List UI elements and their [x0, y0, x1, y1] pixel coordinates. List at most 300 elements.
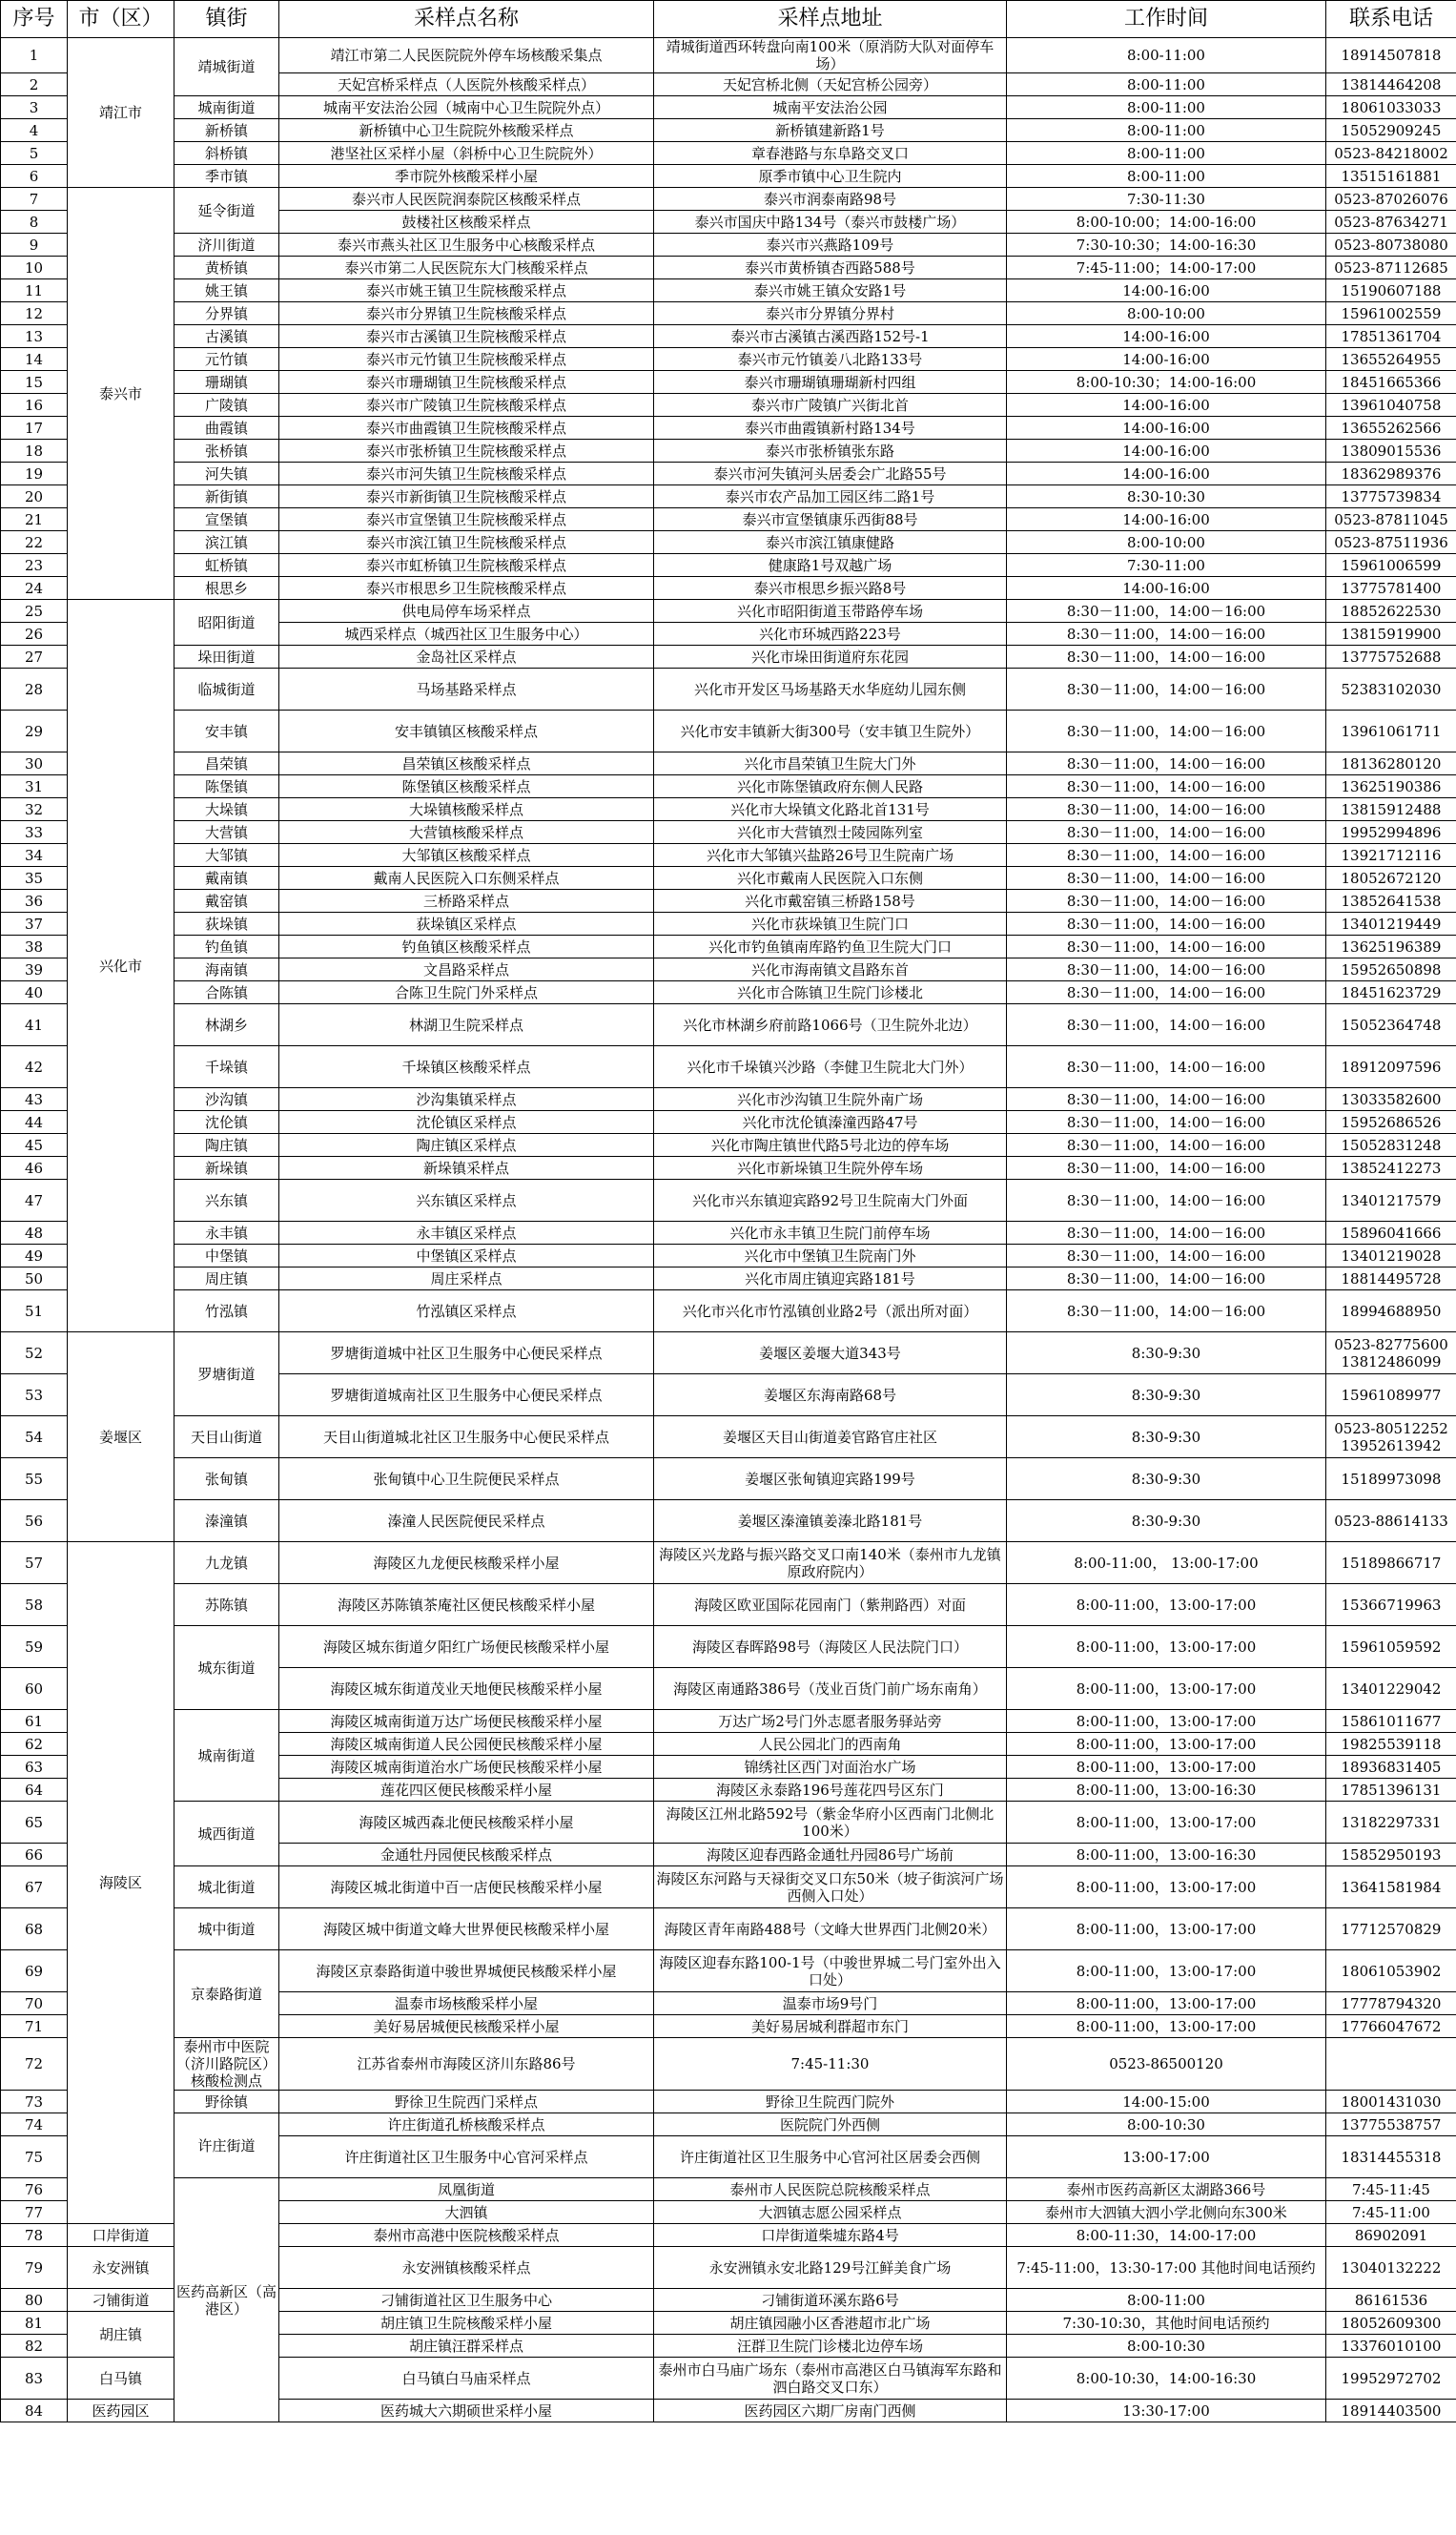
cell-site-address: 汪群卫生院门诊楼北边停车场	[654, 2335, 1007, 2358]
cell-index: 32	[1, 798, 68, 821]
cell-site-name: 美好易居城便民核酸采样小屋	[279, 2015, 654, 2038]
cell-phone: 13625190386	[1326, 775, 1456, 798]
cell-hours: 8:00-11:00，13:00-17:00	[1007, 1908, 1326, 1950]
cell-phone: 18936831405	[1326, 1756, 1456, 1779]
cell-town: 中堡镇	[174, 1245, 279, 1268]
cell-index: 1	[1, 38, 68, 73]
cell-site-address: 泰兴市滨江镇康健路	[654, 531, 1007, 554]
cell-hours: 8:00-11:00，13:00-17:00	[1007, 1866, 1326, 1908]
cell-index: 81	[1, 2312, 68, 2335]
cell-site-address: 城南平安法治公园	[654, 96, 1007, 119]
table-body	[1, 38, 1456, 2422]
cell-town: 黄桥镇	[174, 257, 279, 279]
table-row	[1, 463, 1456, 485]
cell-index: 80	[1, 2289, 68, 2312]
cell-site-name: 金岛社区采样点	[279, 646, 654, 669]
cell-site-address: 兴化市兴化市竹泓镇创业路2号（派出所对面）	[654, 1290, 1007, 1332]
cell-site-name: 泰兴市燕头社区卫生服务中心核酸采样点	[279, 234, 654, 257]
cell-hours: 8:30－11:00，14:00－16:00	[1007, 1111, 1326, 1134]
cell-index: 60	[1, 1668, 68, 1710]
cell-index: 31	[1, 775, 68, 798]
cell-city: 永安洲镇	[68, 2247, 174, 2289]
cell-hours: 8:30-9:30	[1007, 1374, 1326, 1416]
cell-town: 虹桥镇	[174, 554, 279, 577]
cell-index: 40	[1, 981, 68, 1004]
cell-hours: 8:30－11:00，14:00－16:00	[1007, 1290, 1326, 1332]
cell-phone: 19952994896	[1326, 821, 1456, 844]
cell-phone: 7:45-11:00	[1326, 2201, 1456, 2224]
cell-hours: 8:30－11:00，14:00－16:00	[1007, 936, 1326, 958]
table-row	[1, 394, 1456, 417]
cell-phone: 0523-87511936	[1326, 531, 1456, 554]
cell-site-address: 兴化市戴南人民医院入口东侧	[654, 867, 1007, 890]
cell-site-address: 海陵区永泰路196号莲花四号区东门	[654, 1779, 1007, 1802]
cell-index: 22	[1, 531, 68, 554]
cell-site-address: 姜堰区张甸镇迎宾路199号	[654, 1458, 1007, 1500]
cell-site-address: 兴化市大垛镇文化路北首131号	[654, 798, 1007, 821]
cell-phone: 13961040758	[1326, 394, 1456, 417]
cell-site-name: 陶庄镇区采样点	[279, 1134, 654, 1157]
table-row	[1, 1111, 1456, 1134]
cell-site-name: 海陵区京泰路街道中骏世界城便民核酸采样小屋	[279, 1950, 654, 1992]
cell-index: 46	[1, 1157, 68, 1180]
cell-town: 城北街道	[174, 1866, 279, 1908]
cell-town: 新垛镇	[174, 1157, 279, 1180]
cell-phone: 18061053902	[1326, 1950, 1456, 1992]
cell-index: 44	[1, 1111, 68, 1134]
cell-phone: 0523-80512252 13952613942	[1326, 1416, 1456, 1458]
cell-site-address: 野徐卫生院西门院外	[654, 2091, 1007, 2113]
cell-site-address: 胡庄镇园融小区香港超市北广场	[654, 2312, 1007, 2335]
cell-town: 古溪镇	[174, 325, 279, 348]
cell-town: 大垛镇	[174, 798, 279, 821]
cell-index: 52	[1, 1332, 68, 1374]
cell-site-name: 泰兴市虹桥镇卫生院核酸采样点	[279, 554, 654, 577]
cell-site-address: 泰兴市珊瑚镇珊瑚新村四组	[654, 371, 1007, 394]
cell-index: 48	[1, 1222, 68, 1245]
cell-site-name: 海陵区苏陈镇茶庵社区便民核酸采样小屋	[279, 1584, 654, 1626]
cell-city: 口岸街道	[68, 2224, 174, 2247]
col-site-name-header: 采样点名称	[279, 1, 654, 38]
cell-site-name: 胡庄镇汪群采样点	[279, 2335, 654, 2358]
table-row	[1, 936, 1456, 958]
cell-site-address: 兴化市钓鱼镇南库路钓鱼卫生院大门口	[654, 936, 1007, 958]
cell-hours: 8:00-11:00，13:00-17:00	[1007, 1733, 1326, 1756]
cell-index: 49	[1, 1245, 68, 1268]
cell-phone: 0523-88614133	[1326, 1500, 1456, 1542]
cell-town: 季市镇	[174, 165, 279, 188]
cell-site-address: 口岸街道柴墟东路4号	[654, 2224, 1007, 2247]
cell-phone: 17851361704	[1326, 325, 1456, 348]
cell-phone: 13515161881	[1326, 165, 1456, 188]
cell-site-name: 金通牡丹园便民核酸采样点	[279, 1844, 654, 1866]
cell-town: 京泰路街道	[174, 1950, 279, 2038]
cell-index: 34	[1, 844, 68, 867]
cell-site-address: 原季市镇中心卫生院内	[654, 165, 1007, 188]
table-row	[1, 1584, 1456, 1626]
table-row	[1, 1950, 1456, 1992]
cell-phone: 18914403500	[1326, 2400, 1456, 2422]
cell-phone: 13921712116	[1326, 844, 1456, 867]
cell-site-name: 泰兴市珊瑚镇卫生院核酸采样点	[279, 371, 654, 394]
cell-city: 海陵区	[68, 1542, 174, 2224]
cell-hours: 8:30－11:00，14:00－16:00	[1007, 1004, 1326, 1046]
cell-site-address: 兴化市兴东镇迎宾路92号卫生院南大门外面	[654, 1180, 1007, 1222]
cell-site-address: 泰兴市黄桥镇杏西路588号	[654, 257, 1007, 279]
cell-site-address: 兴化市戴窑镇三桥路158号	[654, 890, 1007, 913]
cell-site-name: 竹泓镇区采样点	[279, 1290, 654, 1332]
cell-site-address: 泰兴市宣堡镇康乐西街88号	[654, 508, 1007, 531]
cell-hours: 8:00-11:00，13:00-17:00	[1007, 1802, 1326, 1844]
cell-site-address: 锦绣社区西门对面治水广场	[654, 1756, 1007, 1779]
table-row	[1, 371, 1456, 394]
cell-hours: 8:30－11:00，14:00－16:00	[1007, 1088, 1326, 1111]
cell-index: 16	[1, 394, 68, 417]
cell-site-name: 靖江市第二人民医院院外停车场核酸采集点	[279, 38, 654, 73]
cell-site-name: 沈伦镇区采样点	[279, 1111, 654, 1134]
cell-hours: 7:30-11:00	[1007, 554, 1326, 577]
cell-site-name: 海陵区城南街道人民公园便民核酸采样小屋	[279, 1733, 654, 1756]
cell-index: 73	[1, 2091, 68, 2113]
cell-phone: 13775781400	[1326, 577, 1456, 600]
cell-index: 59	[1, 1626, 68, 1668]
cell-site-address: 海陵区江州北路592号（紫金华府小区西南门北侧北100米）	[654, 1802, 1007, 1844]
cell-site-address: 海陵区兴龙路与振兴路交叉口南140米（泰州市九龙镇原政府院内）	[654, 1542, 1007, 1584]
cell-index: 83	[1, 2358, 68, 2400]
cell-hours: 8:30－11:00，14:00－16:00	[1007, 1046, 1326, 1088]
cell-hours: 8:00-11:30，14:00-17:00	[1007, 2224, 1326, 2247]
cell-index: 78	[1, 2224, 68, 2247]
cell-index: 15	[1, 371, 68, 394]
cell-index: 20	[1, 485, 68, 508]
cell-site-name: 港坚社区采样小屋（斜桥中心卫生院院外）	[279, 142, 654, 165]
cell-hours: 7:45-11:00；14:00-17:00	[1007, 257, 1326, 279]
cell-town: 安丰镇	[174, 711, 279, 752]
cell-site-name: 荻垛镇区采样点	[279, 913, 654, 936]
cell-site-address: 海陵区迎春西路金通牡丹园86号广场前	[654, 1844, 1007, 1866]
table-row	[1, 1180, 1456, 1222]
cell-site-name: 泰兴市分界镇卫生院核酸采样点	[279, 302, 654, 325]
cell-hours: 8:00-10:00；14:00-16:00	[1007, 211, 1326, 234]
table-row	[1, 1004, 1456, 1046]
cell-phone: 18912097596	[1326, 1046, 1456, 1088]
table-row	[1, 867, 1456, 890]
cell-hours: 14:00-16:00	[1007, 348, 1326, 371]
table-row	[1, 188, 1456, 211]
cell-site-address: 大泗镇志愿公园采样点	[654, 2201, 1007, 2224]
cell-town: 姚王镇	[174, 279, 279, 302]
cell-phone: 18362989376	[1326, 463, 1456, 485]
cell-site-address: 海陵区迎春东路100-1号（中骏世界城二号门室外出入口处）	[654, 1950, 1007, 1992]
cell-index: 71	[1, 2015, 68, 2038]
cell-index: 36	[1, 890, 68, 913]
cell-phone: 13182297331	[1326, 1802, 1456, 1844]
cell-city: 兴化市	[68, 600, 174, 1332]
cell-index: 8	[1, 211, 68, 234]
cell-phone: 15189973098	[1326, 1458, 1456, 1500]
cell-site-address: 泰兴市广陵镇广兴街北首	[654, 394, 1007, 417]
cell-site-name: 陈堡镇区核酸采样点	[279, 775, 654, 798]
cell-hours: 8:30－11:00，14:00－16:00	[1007, 646, 1326, 669]
cell-site-address: 兴化市海南镇文昌路东首	[654, 958, 1007, 981]
table-row	[1, 711, 1456, 752]
cell-index: 69	[1, 1950, 68, 1992]
table-row	[1, 142, 1456, 165]
cell-site-name: 泰兴市新街镇卫生院核酸采样点	[279, 485, 654, 508]
table-row	[1, 2038, 1456, 2091]
cell-site-address: 泰兴市国庆中路134号（泰兴市鼓楼广场）	[654, 211, 1007, 234]
cell-site-name: 钓鱼镇区核酸采样点	[279, 936, 654, 958]
cell-hours: 8:00-11:00，13:00-17:00	[1007, 2015, 1326, 2038]
cell-site-address: 新桥镇建新路1号	[654, 119, 1007, 142]
cell-hours: 8:00-10:30；14:00-16:00	[1007, 371, 1326, 394]
cell-site-address: 兴化市大营镇烈士陵园陈列室	[654, 821, 1007, 844]
cell-index: 70	[1, 1992, 68, 2015]
cell-index: 35	[1, 867, 68, 890]
cell-site-name: 马场基路采样点	[279, 669, 654, 711]
cell-index: 24	[1, 577, 68, 600]
cell-phone: 15952686526	[1326, 1111, 1456, 1134]
cell-index: 55	[1, 1458, 68, 1500]
cell-phone: 15852950193	[1326, 1844, 1456, 1866]
cell-index: 57	[1, 1542, 68, 1584]
cell-index: 58	[1, 1584, 68, 1626]
table-row	[1, 417, 1456, 440]
cell-site-name: 大泗镇	[279, 2201, 654, 2224]
cell-phone: 13852412273	[1326, 1157, 1456, 1180]
cell-hours: 8:00-11:00	[1007, 142, 1326, 165]
cell-phone: 15366719963	[1326, 1584, 1456, 1626]
cell-site-address: 海陵区青年南路488号（文峰大世界西门北侧20米）	[654, 1908, 1007, 1950]
cell-phone: 0523-87026076	[1326, 188, 1456, 211]
cell-town: 垛田街道	[174, 646, 279, 669]
cell-town: 兴东镇	[174, 1180, 279, 1222]
cell-hours: 8:30－11:00，14:00－16:00	[1007, 1222, 1326, 1245]
cell-hours: 8:00-10:30	[1007, 2335, 1326, 2358]
cell-site-name: 泰兴市古溪镇卫生院核酸采样点	[279, 325, 654, 348]
cell-hours: 8:00-11:00	[1007, 38, 1326, 73]
cell-site-address: 兴化市环城西路223号	[654, 623, 1007, 646]
cell-phone: 15190607188	[1326, 279, 1456, 302]
cell-site-name: 海陵区城东街道夕阳红广场便民核酸采样小屋	[279, 1626, 654, 1668]
cell-phone: 18451623729	[1326, 981, 1456, 1004]
cell-site-name: 天妃宫桥采样点（人医院外核酸采样点）	[279, 73, 654, 96]
cell-town: 九龙镇	[174, 1542, 279, 1584]
cell-index: 68	[1, 1908, 68, 1950]
cell-town: 野徐镇	[174, 2091, 279, 2113]
cell-site-address: 兴化市安丰镇新大街300号（安丰镇卫生院外）	[654, 711, 1007, 752]
cell-town: 陶庄镇	[174, 1134, 279, 1157]
cell-site-name: 海陵区城东街道茂业天地便民核酸采样小屋	[279, 1668, 654, 1710]
cell-site-address: 泰兴市古溪镇古溪西路152号-1	[654, 325, 1007, 348]
cell-index: 5	[1, 142, 68, 165]
cell-site-address: 兴化市沈伦镇溱潼西路47号	[654, 1111, 1007, 1134]
table-row	[1, 577, 1456, 600]
cell-phone: 13401219449	[1326, 913, 1456, 936]
cell-index: 21	[1, 508, 68, 531]
cell-site-name: 泰兴市人民医院润泰院区核酸采样点	[279, 188, 654, 211]
cell-town: 大营镇	[174, 821, 279, 844]
cell-index: 75	[1, 2136, 68, 2178]
cell-city: 白马镇	[68, 2358, 174, 2400]
cell-town: 张甸镇	[174, 1458, 279, 1500]
cell-city: 刁铺街道	[68, 2289, 174, 2312]
cell-phone: 0523-80738080	[1326, 234, 1456, 257]
cell-hours: 8:30－11:00，14:00－16:00	[1007, 1268, 1326, 1290]
cell-phone: 18001431030	[1326, 2091, 1456, 2113]
cell-hours: 8:00-11:00，13:00-17:00	[1007, 1584, 1326, 1626]
cell-site-name: 三桥路采样点	[279, 890, 654, 913]
cell-site-name: 胡庄镇卫生院核酸采样小屋	[279, 2312, 654, 2335]
cell-phone: 13401229042	[1326, 1668, 1456, 1710]
cell-site-address: 7:45-11:30	[654, 2038, 1007, 2091]
col-city-header: 市（区）	[68, 1, 174, 38]
cell-hours: 泰州市大泗镇大泗小学北侧向东300米	[1007, 2201, 1326, 2224]
cell-index: 54	[1, 1416, 68, 1458]
cell-site-address: 兴化市大邹镇兴盐路26号卫生院南广场	[654, 844, 1007, 867]
cell-index: 74	[1, 2113, 68, 2136]
table-row	[1, 279, 1456, 302]
cell-phone: 18814495728	[1326, 1268, 1456, 1290]
cell-phone: 17766047672	[1326, 2015, 1456, 2038]
cell-hours: 8:30－11:00，14:00－16:00	[1007, 623, 1326, 646]
cell-hours: 14:00-16:00	[1007, 463, 1326, 485]
cell-site-address: 泰兴市根思乡振兴路8号	[654, 577, 1007, 600]
cell-site-address: 永安洲镇永安北路129号江鲜美食广场	[654, 2247, 1007, 2289]
cell-town: 天目山街道	[174, 1416, 279, 1458]
cell-hours: 8:00-11:00， 13:00-17:00	[1007, 1542, 1326, 1584]
table-row	[1, 1332, 1456, 1374]
cell-index: 62	[1, 1733, 68, 1756]
cell-phone: 13961061711	[1326, 711, 1456, 752]
cell-hours: 7:45-11:00，13:30-17:00 其他时间电话预约	[1007, 2247, 1326, 2289]
cell-site-name: 沙沟集镇采样点	[279, 1088, 654, 1111]
cell-site-address: 泰兴市张桥镇张东路	[654, 440, 1007, 463]
cell-hours: 8:30－11:00，14:00－16:00	[1007, 752, 1326, 775]
cell-town: 新桥镇	[174, 119, 279, 142]
cell-town: 城中街道	[174, 1908, 279, 1950]
cell-phone: 15961002559	[1326, 302, 1456, 325]
cell-site-address: 天妃宫桥北侧（天妃宫桥公园旁）	[654, 73, 1007, 96]
cell-site-name: 永安洲镇核酸采样点	[279, 2247, 654, 2289]
cell-town: 戴南镇	[174, 867, 279, 890]
cell-city: 泰兴市	[68, 188, 174, 600]
table-row	[1, 1046, 1456, 1088]
cell-phone: 13809015536	[1326, 440, 1456, 463]
cell-index: 39	[1, 958, 68, 981]
cell-hours: 8:30－11:00，14:00－16:00	[1007, 844, 1326, 867]
cell-site-name: 永丰镇区采样点	[279, 1222, 654, 1245]
cell-index: 29	[1, 711, 68, 752]
cell-town: 曲霞镇	[174, 417, 279, 440]
cell-site-address: 泰兴市元竹镇姜八北路133号	[654, 348, 1007, 371]
table-row	[1, 165, 1456, 188]
cell-hours: 8:30－11:00，14:00－16:00	[1007, 890, 1326, 913]
cell-site-name: 白马镇白马庙采样点	[279, 2358, 654, 2400]
cell-hours: 8:30－11:00，14:00－16:00	[1007, 958, 1326, 981]
cell-phone: 17778794320	[1326, 1992, 1456, 2015]
cell-site-name: 天目山街道城北社区卫生服务中心便民采样点	[279, 1416, 654, 1458]
cell-index: 25	[1, 600, 68, 623]
cell-town: 临城街道	[174, 669, 279, 711]
cell-site-address: 温泰市场9号门	[654, 1992, 1007, 2015]
cell-index: 27	[1, 646, 68, 669]
cell-hours: 8:00-11:00，13:00-17:00	[1007, 1626, 1326, 1668]
cell-index: 23	[1, 554, 68, 577]
cell-site-address: 姜堰区姜堰大道343号	[654, 1332, 1007, 1374]
cell-site-name: 季市院外核酸采样小屋	[279, 165, 654, 188]
cell-phone: 0523-87634271	[1326, 211, 1456, 234]
cell-site-address: 泰兴市农产品加工园区纬二路1号	[654, 485, 1007, 508]
cell-phone: 15052909245	[1326, 119, 1456, 142]
cell-site-name: 罗塘街道城南社区卫生服务中心便民采样点	[279, 1374, 654, 1416]
cell-phone: 15961059592	[1326, 1626, 1456, 1668]
col-hours-header: 工作时间	[1007, 1, 1326, 38]
cell-town: 珊瑚镇	[174, 371, 279, 394]
cell-site-address: 姜堰区溱潼镇姜溱北路181号	[654, 1500, 1007, 1542]
cell-phone: 13641581984	[1326, 1866, 1456, 1908]
cell-phone: 18451665366	[1326, 371, 1456, 394]
cell-site-name: 大邹镇区核酸采样点	[279, 844, 654, 867]
cell-town: 永丰镇	[174, 1222, 279, 1245]
cell-phone: 15961089977	[1326, 1374, 1456, 1416]
cell-site-name: 泰州市高港中医院核酸采样点	[279, 2224, 654, 2247]
cell-phone: 19952972702	[1326, 2358, 1456, 2400]
cell-hours: 8:30－11:00，14:00－16:00	[1007, 711, 1326, 752]
cell-town: 昌荣镇	[174, 752, 279, 775]
cell-hours: 8:30-9:30	[1007, 1458, 1326, 1500]
cell-site-name: 泰兴市河失镇卫生院核酸采样点	[279, 463, 654, 485]
cell-phone: 0523-87112685	[1326, 257, 1456, 279]
table-row	[1, 669, 1456, 711]
cell-town: 根思乡	[174, 577, 279, 600]
cell-phone: 0523-84218002	[1326, 142, 1456, 165]
table-row	[1, 913, 1456, 936]
cell-hours: 8:00-10:00	[1007, 302, 1326, 325]
cell-site-address: 兴化市合陈镇卫生院门诊楼北	[654, 981, 1007, 1004]
cell-site-address: 兴化市昌荣镇卫生院大门外	[654, 752, 1007, 775]
table-row	[1, 1500, 1456, 1542]
cell-site-address: 泰兴市分界镇分界村	[654, 302, 1007, 325]
cell-site-name: 凤凰街道	[279, 2178, 654, 2201]
table-row	[1, 1458, 1456, 1500]
cell-site-address: 泰兴市姚王镇众安路1号	[654, 279, 1007, 302]
cell-site-address: 健康路1号双越广场	[654, 554, 1007, 577]
cell-town: 城西街道	[174, 1802, 279, 1866]
cell-site-address: 兴化市沙沟镇卫生院外南广场	[654, 1088, 1007, 1111]
cell-town: 斜桥镇	[174, 142, 279, 165]
cell-site-name: 林湖卫生院采样点	[279, 1004, 654, 1046]
table-row	[1, 257, 1456, 279]
cell-town: 河失镇	[174, 463, 279, 485]
cell-phone: 18914507818	[1326, 38, 1456, 73]
cell-site-name: 莲花四区便民核酸采样小屋	[279, 1779, 654, 1802]
cell-hours: 14:00-16:00	[1007, 440, 1326, 463]
cell-city: 胡庄镇	[68, 2312, 174, 2358]
table-row	[1, 96, 1456, 119]
cell-site-address: 兴化市垛田街道府东花园	[654, 646, 1007, 669]
cell-hours: 8:00-11:00，13:00-17:00	[1007, 1668, 1326, 1710]
cell-hours: 8:30－11:00，14:00－16:00	[1007, 867, 1326, 890]
cell-site-name: 鼓楼社区核酸采样点	[279, 211, 654, 234]
table-row	[1, 646, 1456, 669]
cell-site-name: 海陵区城南街道治水广场便民核酸采样小屋	[279, 1756, 654, 1779]
cell-index: 42	[1, 1046, 68, 1088]
cell-index: 37	[1, 913, 68, 936]
cell-site-name: 兴东镇区采样点	[279, 1180, 654, 1222]
cell-hours: 8:30－11:00，14:00－16:00	[1007, 1180, 1326, 1222]
cell-phone: 15961006599	[1326, 554, 1456, 577]
